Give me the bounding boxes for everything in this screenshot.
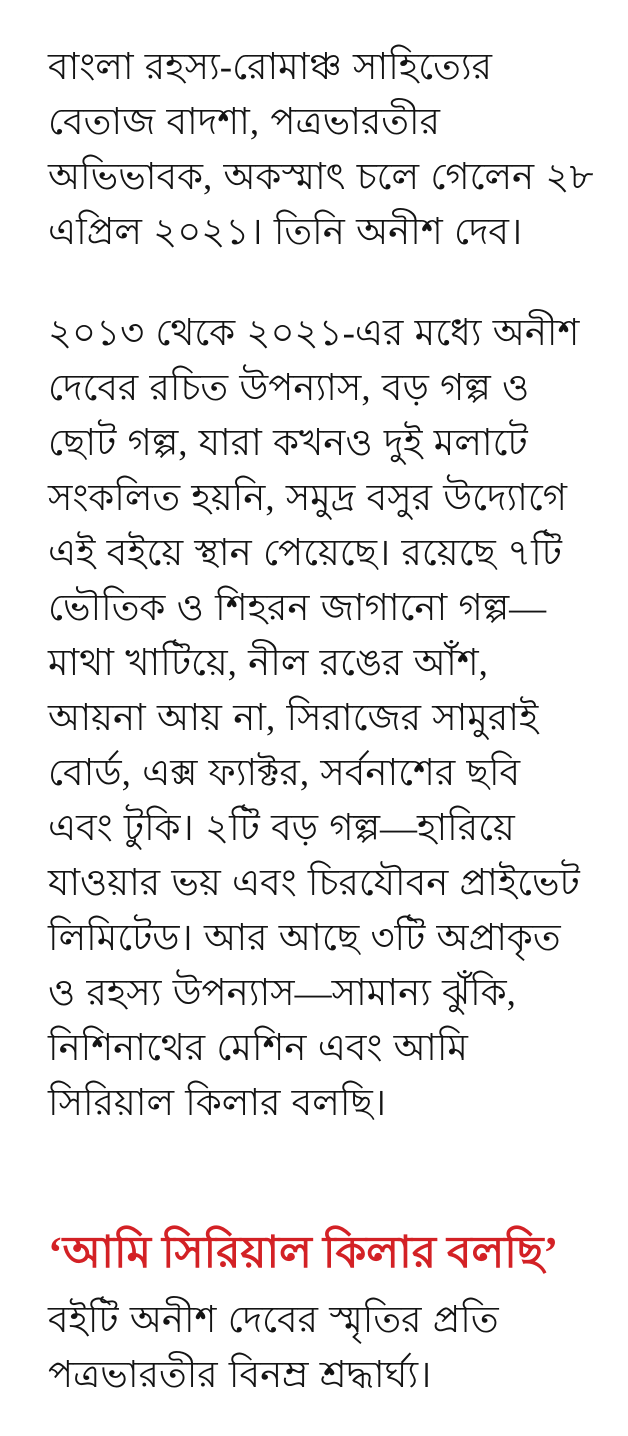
book-contents-paragraph: ২০১৩ থেকে ২০২১-এর মধ্যে অনীশ দেবের রচিত উপন্যাস, বড় গল্প ও ছোট গল্প, যারা কখনও দুই মলাটে সংকলিত হয়নি, সমুদ্র বসুর উদ্যোগে এই বইয়ে স্থান পেয়েছে। রয়েছে ৭টি ভৌতিক ও শিহরন জাগানো গল্প—মাথা খাটিয়ে, নীল রঙের আঁশ, আয়না আয় না, সিরাজের সামুরাই বোর্ড, এক্স ফ্যাক্টর, সর্বনাশের ছবি এবং টুকি। ২টি বড় গল্প—হারিয়ে যাওয়ার ভয় এবং চিরযৌবন প্রাইভেট লিমিটেড। আর আছে ৩টি অপ্রাকৃত ও রহস্য উপন্যাস—সামান্য ঝুঁকি, নিশিনাথের মেশিন এবং আমি সিরিয়াল কিলার বলছি। xyxy=(48,313,580,1124)
book-title-highlight: ‘আমি সিরিয়াল কিলার বলছি’ xyxy=(48,1228,559,1277)
closing-tribute-paragraph: বইটি অনীশ দেবের স্মৃতির প্রতি পত্রভারতীর বিনম্র শ্রদ্ধার্ঘ্য। xyxy=(48,1300,499,1396)
intro-paragraph: বাংলা রহস্য-রোমাঞ্চ সাহিত্যের বেতাজ বাদশা, পত্রভারতীর অভিভাবক, অকস্মাৎ চলে গেলেন ২৮ এপ্রিল ২০২১। তিনি অনীশ দেব। xyxy=(48,47,594,253)
